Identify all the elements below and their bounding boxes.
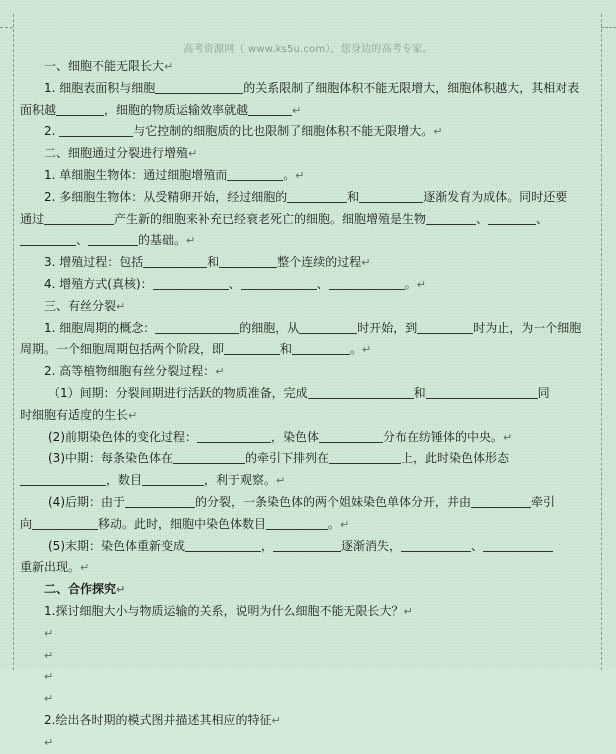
answer-blank[interactable] xyxy=(224,340,280,355)
answer-blank[interactable] xyxy=(185,537,261,552)
section-2-title: 二、细胞通过分裂进行增殖↵ xyxy=(44,146,198,161)
empty-paragraph: ↵ xyxy=(44,735,54,749)
margin-guide-top-right xyxy=(601,27,616,28)
page-header: 高考资源网（ www.ks5u.com），您身边的高考专家。 xyxy=(183,44,433,55)
s3-p3-line1: (3)中期：每条染色体在 的牵引下排列在 上，此时染色体形态 xyxy=(48,451,510,466)
answer-blank[interactable] xyxy=(426,210,476,225)
answer-blank[interactable] xyxy=(248,101,292,116)
answer-blank[interactable] xyxy=(59,122,133,137)
s1-q1-line1: 1. 细胞表面积与细胞 的关系限制了细胞体积不能无限增大，细胞体积越大，其相对表 xyxy=(44,80,580,95)
s2-q2-line3: 、 的基础。↵ xyxy=(20,230,600,252)
answer-blank[interactable] xyxy=(471,493,531,508)
answer-blank[interactable] xyxy=(273,537,341,552)
answer-blank[interactable] xyxy=(319,428,383,443)
answer-blank[interactable] xyxy=(266,515,328,530)
s3-q1-line2: 周期。一个细胞周期包括两个阶段，即 和 。↵ xyxy=(20,342,372,357)
margin-guide-right xyxy=(601,14,602,670)
s2-q1: 1. 单细胞生物体：通过细胞增殖而 。↵ xyxy=(44,167,305,182)
answer-blank[interactable] xyxy=(227,166,283,181)
s3-q2: 2. 高等植物细胞有丝分裂过程：↵ xyxy=(44,364,225,379)
empty-paragraph: ↵ xyxy=(44,670,54,684)
s3-p2: (2)前期染色体的变化过程： ，染色体 分布在纺锤体的中央。↵ xyxy=(48,429,513,444)
s3-p4-line1: (4)后期：由于 的分裂，一条染色体的两个姐妹染色单体分开，并由 牵引 xyxy=(48,494,556,509)
answer-blank[interactable] xyxy=(488,210,536,225)
answer-blank[interactable] xyxy=(44,210,114,225)
s4-q1: 1.探讨细胞大小与物质运输的关系，说明为什么细胞不能无限长大？↵ xyxy=(44,603,413,618)
empty-paragraph: ↵ xyxy=(44,692,54,706)
section-3-title: 三、有丝分裂↵ xyxy=(44,298,126,313)
s3-p3-line2: ，数目 ，利于观察。↵ xyxy=(20,470,600,492)
s2-q3: 3. 增殖过程：包括 和 整个连续的过程↵ xyxy=(44,255,371,270)
s3-p1-line2: 时细胞有适度的生长↵ xyxy=(20,407,138,422)
answer-blank[interactable] xyxy=(143,253,207,268)
s1-q2: 2. 与它控制的细胞质的比也限制了细胞体积不能无限增大。↵ xyxy=(44,124,443,139)
section-1-title: 一、细胞不能无限长大↵ xyxy=(44,59,174,73)
answer-blank[interactable] xyxy=(20,471,106,486)
answer-blank[interactable] xyxy=(483,537,553,552)
answer-blank[interactable] xyxy=(142,471,204,486)
answer-blank[interactable] xyxy=(173,449,245,464)
answer-blank[interactable] xyxy=(125,493,195,508)
answer-blank[interactable] xyxy=(241,275,317,290)
s4-q2: 2.绘出各时期的模式图并描述其相应的特征↵ xyxy=(44,712,281,727)
answer-blank[interactable] xyxy=(32,515,98,530)
s2-q2-line1: 2. 多细胞生物体：从受精卵开始，经过细胞的 和 逐渐发育为成体。同时还要 xyxy=(44,189,568,204)
s3-q1-line1: 1. 细胞周期的概念： 的细胞，从 时开始，到 时为止，为一个细胞 xyxy=(44,320,582,335)
answer-blank[interactable] xyxy=(155,319,239,334)
s2-q4: 4. 增殖方式(真核)： 、 、 。↵ xyxy=(44,276,426,291)
answer-blank[interactable] xyxy=(308,384,414,399)
s3-p1-line1: （1）间期：分裂间期进行活跃的物质准备，完成 和 同 xyxy=(48,385,550,400)
answer-blank[interactable] xyxy=(426,384,538,399)
margin-guide-top xyxy=(0,27,13,28)
answer-blank[interactable] xyxy=(299,319,357,334)
answer-blank[interactable] xyxy=(197,428,271,443)
answer-blank[interactable] xyxy=(417,319,473,334)
empty-paragraph: ↵ xyxy=(44,626,54,640)
answer-blank[interactable] xyxy=(401,537,471,552)
answer-blank[interactable] xyxy=(155,79,243,94)
answer-blank[interactable] xyxy=(56,101,104,116)
s1-q1-line2: 面积越 ，细胞的物质运输效率就越 ↵ xyxy=(20,102,302,117)
s2-q2-line2: 通过 产生新的细胞来补充已经衰老死亡的细胞。细胞增殖是生物 、 、 xyxy=(20,211,549,226)
margin-guide-left xyxy=(13,14,14,670)
s3-p4-line2: 向 移动。此时，细胞中染色体数目 。↵ xyxy=(20,516,350,531)
answer-blank[interactable] xyxy=(20,231,76,246)
document-body xyxy=(20,56,600,754)
answer-blank[interactable] xyxy=(287,188,347,203)
answer-blank[interactable] xyxy=(329,449,401,464)
s3-p5-line2: 重新出现。↵ xyxy=(20,560,90,575)
answer-blank[interactable] xyxy=(292,340,350,355)
s3-p5-line1: (5)末期：染色体重新变成 ， 逐渐消失， 、 xyxy=(20,536,600,558)
answer-blank[interactable] xyxy=(219,253,277,268)
answer-blank[interactable] xyxy=(329,275,405,290)
section-4-title: 二、合作探究↵ xyxy=(44,582,126,597)
empty-paragraph: ↵ xyxy=(44,648,54,662)
answer-blank[interactable] xyxy=(359,188,423,203)
answer-blank[interactable] xyxy=(88,231,138,246)
answer-blank[interactable] xyxy=(153,275,229,290)
